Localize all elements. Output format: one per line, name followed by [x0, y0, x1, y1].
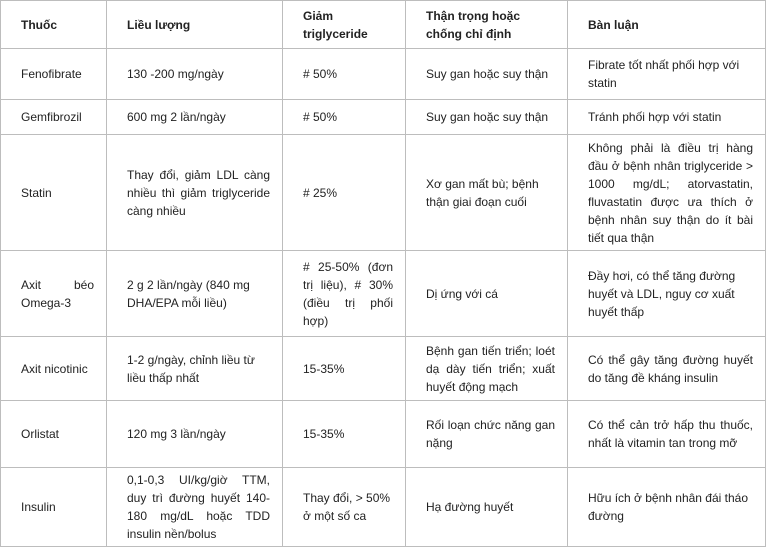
cell-reduction: 15-35% [283, 401, 406, 468]
cell-drug: Orlistat [1, 401, 107, 468]
cell-reduction: # 25% [283, 135, 406, 251]
cell-reduction: # 50% [283, 100, 406, 135]
cell-drug: Statin [1, 135, 107, 251]
header-caution: Thận trọng hoặc chống chỉ định [406, 1, 568, 49]
cell-discussion: Đầy hơi, có thể tăng đường huyết và LDL, nguy cơ xuất huyết thấp [568, 251, 766, 337]
table-row [1, 49, 766, 100]
cell-discussion: Hữu ích ở bệnh nhân đái tháo đường [568, 468, 766, 547]
cell-discussion: Không phải là điều trị hàng đầu ở bệnh nhân triglyceride > 1000 mg/dL; atorvastatin, fluvastatin được ưa thích ở bệnh nhân suy thận do ít bài tiết qua thận [568, 135, 766, 251]
cell-caution: Bệnh gan tiến triển; loét dạ dày tiến triển; xuất huyết động mạch [406, 337, 568, 401]
header-dosage: Liều lượng [107, 1, 283, 49]
header-drug: Thuốc [1, 1, 107, 49]
header-discussion: Bàn luận [568, 1, 766, 49]
cell-drug: Fenofibrate [1, 49, 107, 100]
cell-drug: Axit nicotinic [1, 337, 107, 401]
table-header-row [1, 1, 766, 49]
cell-reduction: Thay đổi, > 50% ở một số ca [283, 468, 406, 547]
table-row [1, 251, 766, 337]
cell-caution: Dị ứng với cá [406, 251, 568, 337]
cell-dosage: Thay đổi, giảm LDL càng nhiều thì giảm triglyceride càng nhiều [107, 135, 283, 251]
cell-dosage: 130 -200 mg/ngày [107, 49, 283, 100]
header-triglyceride-reduction: Giảm triglyceride [283, 1, 406, 49]
cell-drug: Insulin [1, 468, 107, 547]
cell-caution: Xơ gan mất bù; bệnh thận giai đoạn cuối [406, 135, 568, 251]
cell-drug: Gemfibrozil [1, 100, 107, 135]
cell-dosage: 600 mg 2 lần/ngày [107, 100, 283, 135]
cell-dosage: 120 mg 3 lần/ngày [107, 401, 283, 468]
cell-caution: Rối loạn chức năng gan nặng [406, 401, 568, 468]
cell-discussion: Tránh phối hợp với statin [568, 100, 766, 135]
cell-drug: Axit béo Omega-3 [1, 251, 107, 337]
cell-dosage: 0,1-0,3 UI/kg/giờ TTM, duy trì đường huyết 140-180 mg/dL hoặc TDD insulin nền/bolus [107, 468, 283, 547]
cell-discussion: Fibrate tốt nhất phối hợp với statin [568, 49, 766, 100]
cell-caution: Hạ đường huyết [406, 468, 568, 547]
cell-caution: Suy gan hoặc suy thận [406, 100, 568, 135]
table-row [1, 135, 766, 251]
cell-caution: Suy gan hoặc suy thận [406, 49, 568, 100]
table-row [1, 100, 766, 135]
cell-discussion: Có thể gây tăng đường huyết do tăng đề kháng insulin [568, 337, 766, 401]
cell-reduction: 15-35% [283, 337, 406, 401]
cell-dosage: 2 g 2 lần/ngày (840 mg DHA/EPA mỗi liều) [107, 251, 283, 337]
cell-dosage: 1-2 g/ngày, chỉnh liều từ liều thấp nhất [107, 337, 283, 401]
table-row [1, 401, 766, 468]
table-row [1, 468, 766, 547]
cell-discussion: Có thể cản trở hấp thu thuốc, nhất là vitamin tan trong mỡ [568, 401, 766, 468]
table-row [1, 337, 766, 401]
cell-reduction: # 50% [283, 49, 406, 100]
cell-reduction: # 25-50% (đơn trị liệu), # 30% (điều trị phối hợp) [283, 251, 406, 337]
